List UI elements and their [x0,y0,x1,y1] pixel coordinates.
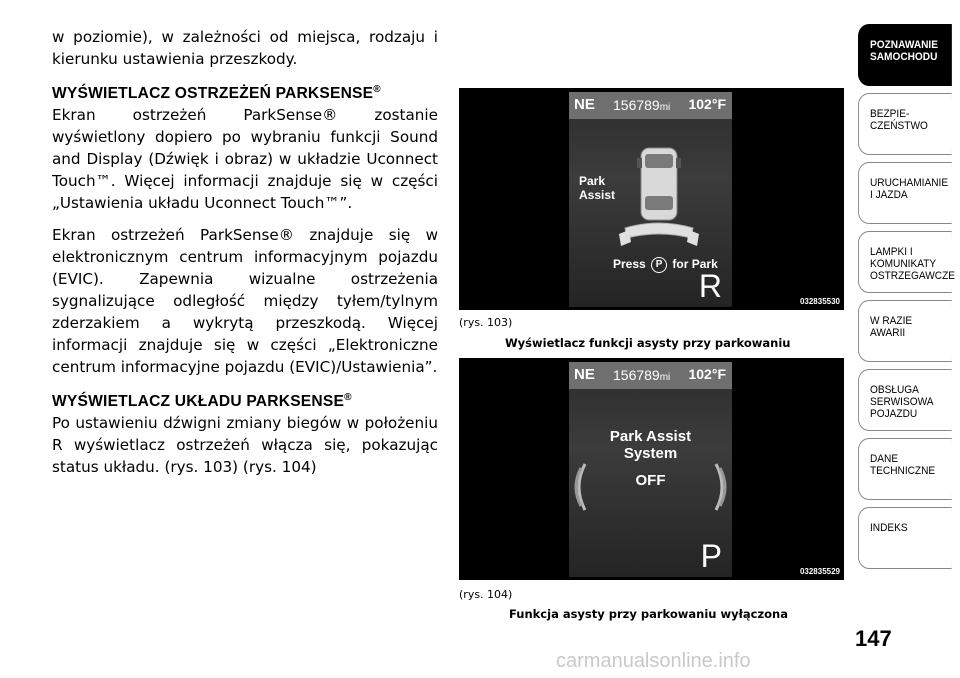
tab-poznawanie-samochodu[interactable]: POZNAWANIE SAMOCHODU [858,24,952,86]
evic-screen [569,92,732,307]
paragraph-1: w poziomie), w zależności od miejsca, rodzaju i kierunku ustawienia przeszkody. [52,28,438,68]
figure-number: (rys. 104) [459,588,513,601]
heading-parksense-display: WYŚWIETLACZ UKŁADU PARKSENSE® [52,392,352,411]
compass-direction: NE [574,96,595,113]
tab-uruchamianie-i-jazda[interactable]: URUCHAMIANIE I JAZDA [858,162,952,224]
figure-caption: Wyświetlacz funkcji asysty przy parkowaniu [505,336,791,350]
odometer: 156789mi [613,367,671,383]
status-bar [569,362,732,389]
figure-caption: Funkcja asysty przy parkowaniu wyłączona [509,607,788,621]
body-text [52,26,438,488]
heading-parksense-warning-display: WYŚWIETLACZ OSTRZEŻEŃ PARKSENSE® [52,84,381,103]
park-button-icon: P [651,257,667,273]
park-assist-label: Park Assist [579,174,616,202]
tab-obsluga-serwisowa[interactable]: OBSŁUGA SERWISOWA POJAZDU [858,369,952,431]
tab-w-razie-awarii[interactable]: W RAZIE AWARII [858,300,952,362]
evic-screen [569,362,732,577]
figure-park-assist-off [459,358,844,580]
page-number: 147 [855,626,892,651]
figure-code: 032835529 [799,567,840,576]
tab-dane-techniczne[interactable]: DANE TECHNICZNE [858,438,952,500]
car-top-view-icon [619,138,699,248]
registered-mark: ® [373,84,381,95]
tab-bezpieczenstwo[interactable]: BEZPIE- CZEŃSTWO [858,93,952,155]
gear-indicator: P [700,538,722,574]
park-assist-system-title: Park Assist System [609,428,692,462]
press-p-for-park: Press P for Park [613,257,718,272]
paragraph-4: Po ustawieniu dźwigni zmiany biegów w położeniu R wyświetlacz ostrzeżeń włącza się, pokazując status układu. (rys. 103) (rys. 104) [52,414,438,477]
figure-code: 032835530 [799,297,840,306]
paragraph-2: Ekran ostrzeżeń ParkSense® zostanie wyświetlony dopiero po wybraniu funkcji Sound and Display (Dźwięk i obraz) w układzie Uconnect Touch™. Więcej informacji znajduje się w części „Ustawienia układu Uconnect Touch™”. [52,106,438,213]
tab-lampki-i-komunikaty[interactable]: LAMPKI I KOMUNIKATY OSTRZEGAWCZE [858,231,952,293]
figure-park-assist-display [459,88,844,310]
watermark: carmanualsonline.info [556,650,751,672]
odometer: 156789mi [613,97,671,113]
tab-indeks[interactable]: INDEKS [858,507,952,569]
section-tabs [858,24,960,576]
gear-indicator: R [698,268,722,304]
temperature: 102°F [688,96,726,112]
registered-mark: ® [344,392,352,404]
temperature: 102°F [688,366,726,382]
compass-direction: NE [574,366,595,383]
paragraph-3: Ekran ostrzeżeń ParkSense® znajduje się w elektronicznym centrum informacyjnym pojazdu (EVIC). Zapewnia wizualne ostrzeżenia sygnalizujące odległość między tyłem/tylnym zderzakiem a wykrytą przeszkodą. Więcej informacji znajduje się w części „Elektroniczne centrum informacyjne pojazdu (EVIC)/Ustawienia”. [52,226,438,377]
status-bar [569,92,732,119]
system-status: OFF [635,472,666,489]
figure-number: (rys. 103) [459,316,513,329]
